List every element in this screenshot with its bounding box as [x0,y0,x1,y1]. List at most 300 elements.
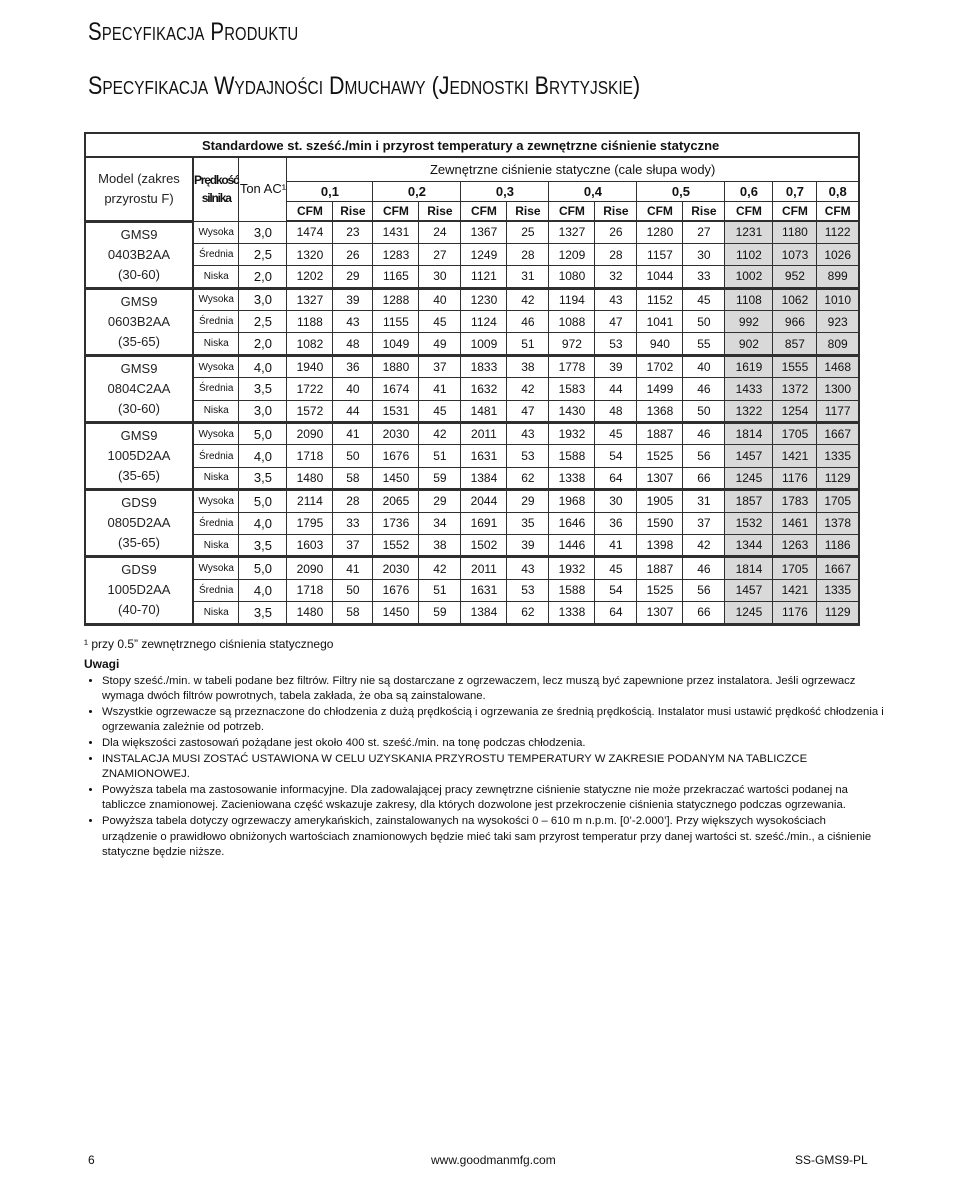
value-cell: 45 [595,557,637,579]
value-cell: 34 [419,512,461,534]
value-cell: 1041 [637,311,683,333]
value-cell: 1088 [549,311,595,333]
value-cell: 1322 [725,400,773,422]
value-cell: 1283 [373,243,419,265]
value-cell: 902 [725,333,773,355]
value-cell: 923 [817,311,859,333]
ton-cell: 2,5 [239,311,287,333]
value-cell: 66 [683,602,725,624]
value-cell: 1968 [549,490,595,512]
notes-title: Uwagi [84,657,120,671]
value-cell: 1905 [637,490,683,512]
value-cell: 1676 [373,579,419,601]
note-item: • INSTALACJA MUSI ZOSTAĆ USTAWIONA W CELU UZYSKANIA PRZYROSTU TEMPERATURY W ZAKRESIE PODANYM NA TABLICZCE ZNAMIONOWEJ. [102,752,884,783]
value-cell: 1152 [637,288,683,310]
value-cell: 41 [333,423,373,445]
value-cell: 1450 [373,602,419,624]
value-cell: 1619 [725,355,773,377]
value-cell: 45 [419,400,461,422]
value-cell: 1372 [773,378,817,400]
pressure-header: 0,4 [549,181,637,201]
value-cell: 1430 [549,400,595,422]
table-row [85,243,859,265]
table-row [85,221,859,243]
value-cell: 1108 [725,288,773,310]
value-cell: 1674 [373,378,419,400]
value-cell: 42 [683,534,725,556]
value-cell: 2030 [373,557,419,579]
value-cell: 1718 [287,445,333,467]
model-cell [85,557,193,624]
value-cell: 1176 [773,467,817,489]
value-cell: 1188 [287,311,333,333]
note-item: • Wszystkie ogrzewacze są przeznaczone do chłodzenia z dużą prędkością i ogrzewania ze średnią prędkością. Instalator musi ustawić prędkość chłodzenia i ogrzewania zależnie od potrzeb. [102,705,884,736]
value-cell: 45 [683,288,725,310]
header-row [85,157,859,181]
speed-cell: Wysoka [193,490,239,512]
value-cell: 36 [595,512,637,534]
value-cell: 27 [683,221,725,243]
speed-cell: Wysoka [193,355,239,377]
value-cell: 1646 [549,512,595,534]
value-cell: 1249 [461,243,507,265]
value-cell: 42 [507,288,549,310]
value-cell: 42 [419,557,461,579]
table-row [85,557,859,579]
value-cell: 2114 [287,490,333,512]
model-cell [85,221,193,288]
value-cell: 1129 [817,602,859,624]
value-cell: 1155 [373,311,419,333]
value-cell: 45 [419,311,461,333]
table-row [85,490,859,512]
pressure-header: 0,5 [637,181,725,201]
value-cell: 51 [419,445,461,467]
value-cell: 41 [595,534,637,556]
value-cell: 1481 [461,400,507,422]
value-cell: 1384 [461,602,507,624]
value-cell: 1245 [725,467,773,489]
value-cell: 45 [595,423,637,445]
value-cell: 46 [507,311,549,333]
value-cell: 857 [773,333,817,355]
website-link[interactable]: www.goodmanmfg.com [431,1153,556,1167]
value-cell: 1590 [637,512,683,534]
value-cell: 50 [683,311,725,333]
ton-cell: 5,0 [239,557,287,579]
speed-cell: Niska [193,467,239,489]
value-cell: 1631 [461,579,507,601]
value-cell: 1129 [817,467,859,489]
speed-column-header: Prędkość silnika [193,157,239,221]
value-cell: 1102 [725,243,773,265]
page-number: 6 [88,1153,95,1167]
value-cell: 62 [507,602,549,624]
model-line: GMS9 [120,226,158,242]
value-cell: 1552 [373,534,419,556]
value-cell: 35 [507,512,549,534]
table-row [85,445,859,467]
value-cell: 1705 [773,557,817,579]
value-cell: 50 [333,445,373,467]
value-cell: 1880 [373,355,419,377]
speed-cell: Niska [193,333,239,355]
model-column-header: Model (zakres przyrostu F) [85,157,193,221]
value-cell: 1572 [287,400,333,422]
speed-cell: Średnia [193,311,239,333]
value-cell: 31 [683,490,725,512]
value-cell: 44 [595,378,637,400]
ton-cell: 3,5 [239,378,287,400]
ton-cell: 2,5 [239,243,287,265]
note-item: • Dla większości zastosowań pożądane jest około 400 st. sześć./min. na tonę podczas chłodzenia. [102,736,884,752]
value-cell: 1245 [725,602,773,624]
value-cell: 1157 [637,243,683,265]
value-cell: 992 [725,311,773,333]
speed-cell: Niska [193,400,239,422]
model-cell [85,423,193,490]
ton-cell: 4,0 [239,445,287,467]
value-cell: 56 [683,445,725,467]
value-cell: 47 [595,311,637,333]
value-cell: 38 [419,534,461,556]
value-cell: 1230 [461,288,507,310]
value-cell: 1457 [725,445,773,467]
ton-cell: 4,0 [239,355,287,377]
value-cell: 36 [333,355,373,377]
value-cell: 58 [333,467,373,489]
value-cell: 1263 [773,534,817,556]
value-cell: 26 [333,243,373,265]
value-cell: 53 [507,445,549,467]
value-cell: 37 [333,534,373,556]
value-cell: 1044 [637,266,683,288]
value-cell: 30 [419,266,461,288]
value-cell: 53 [507,579,549,601]
table-row [85,423,859,445]
notes-list [84,674,884,861]
value-cell: 27 [419,243,461,265]
value-cell: 40 [333,378,373,400]
value-cell: 1049 [373,333,419,355]
value-cell: 2011 [461,423,507,445]
value-cell: 2090 [287,557,333,579]
value-cell: 1814 [725,557,773,579]
value-cell: 1632 [461,378,507,400]
value-cell: 1480 [287,467,333,489]
value-cell: 29 [333,266,373,288]
speed-cell: Niska [193,534,239,556]
value-cell: 46 [683,557,725,579]
speed-cell: Wysoka [193,557,239,579]
model-line: GMS9 [120,293,158,309]
sub-header: CFM [637,201,683,221]
sub-header: CFM [817,201,859,221]
model-line: 0805D2AA [107,515,171,531]
value-cell: 1887 [637,557,683,579]
value-cell: 1026 [817,243,859,265]
speed-cell: Średnia [193,579,239,601]
value-cell: 46 [683,423,725,445]
model-line: 1005D2AA [107,448,171,464]
value-cell: 2011 [461,557,507,579]
value-cell: 59 [419,467,461,489]
value-cell: 33 [333,512,373,534]
value-cell: 28 [333,490,373,512]
value-cell: 1288 [373,288,419,310]
document-code: SS-GMS9-PL [795,1153,868,1167]
value-cell: 1450 [373,467,419,489]
model-cell [85,355,193,422]
value-cell: 1202 [287,266,333,288]
table-row [85,266,859,288]
value-cell: 1531 [373,400,419,422]
model-line: (35-65) [118,535,160,551]
ton-cell: 3,0 [239,288,287,310]
value-cell: 40 [683,355,725,377]
value-cell: 1300 [817,378,859,400]
pressure-header: 0,2 [373,181,461,201]
value-cell: 1177 [817,400,859,422]
model-line: GMS9 [120,428,158,444]
table-row [85,512,859,534]
ton-cell: 3,0 [239,221,287,243]
value-cell: 25 [507,221,549,243]
value-cell: 940 [637,333,683,355]
value-cell: 1588 [549,445,595,467]
value-cell: 1062 [773,288,817,310]
table-row [85,467,859,489]
sub-header: CFM [461,201,507,221]
value-cell: 24 [419,221,461,243]
value-cell: 1457 [725,579,773,601]
speed-cell: Średnia [193,243,239,265]
model-line: (30-60) [118,266,160,282]
value-cell: 1367 [461,221,507,243]
value-cell: 1254 [773,400,817,422]
value-cell: 1165 [373,266,419,288]
table-row [85,333,859,355]
table-row [85,355,859,377]
value-cell: 2090 [287,423,333,445]
pressure-header: 0,1 [287,181,373,201]
value-cell: 28 [595,243,637,265]
value-cell: 1940 [287,355,333,377]
value-cell: 1583 [549,378,595,400]
value-cell: 43 [507,423,549,445]
speed-cell: Wysoka [193,221,239,243]
pressure-header: 0,8 [817,181,859,201]
value-cell: 44 [333,400,373,422]
value-cell: 1722 [287,378,333,400]
value-cell: 1320 [287,243,333,265]
value-cell: 1010 [817,288,859,310]
value-cell: 49 [419,333,461,355]
value-cell: 1073 [773,243,817,265]
sub-header: CFM [773,201,817,221]
section-title: Specyfikacja Wydajności Dmuchawy (Jednostki Brytyjskie) [88,72,641,100]
value-cell: 1932 [549,423,595,445]
value-cell: 42 [507,378,549,400]
value-cell: 1502 [461,534,507,556]
ton-cell: 5,0 [239,423,287,445]
table-row [85,378,859,400]
ton-cell: 3,5 [239,467,287,489]
speed-cell: Niska [193,602,239,624]
value-cell: 1335 [817,579,859,601]
value-cell: 50 [333,579,373,601]
value-cell: 1468 [817,355,859,377]
value-cell: 1307 [637,602,683,624]
sub-header: Rise [419,201,461,221]
table-caption: Standardowe st. sześć./min i przyrost temperatury a zewnętrzne ciśnienie statyczne [85,133,859,157]
sub-header: CFM [373,201,419,221]
speed-cell: Średnia [193,445,239,467]
note-item: • Powyższa tabela ma zastosowanie informacyjne. Dla zadowalającej pracy zewnętrzne ciśnienie statyczne nie może przekraczać wartości podanej na tabliczce znamionowej. Zacieniowana część wskazuje zakresy, dla których dozwolone jest przekroczenie ciśnienia statycznego podczas ogrzewania. [102,783,884,814]
value-cell: 1667 [817,557,859,579]
model-line: GDS9 [121,562,157,578]
value-cell: 43 [595,288,637,310]
speed-cell: Niska [193,266,239,288]
value-cell: 37 [419,355,461,377]
value-cell: 1499 [637,378,683,400]
value-cell: 1344 [725,534,773,556]
blower-performance-table [84,132,860,626]
value-cell: 1667 [817,423,859,445]
value-cell: 1002 [725,266,773,288]
value-cell: 53 [595,333,637,355]
model-line: 0403B2AA [107,246,171,262]
value-cell: 40 [419,288,461,310]
value-cell: 48 [595,400,637,422]
value-cell: 1122 [817,221,859,243]
pressure-header: 0,3 [461,181,549,201]
value-cell: 1932 [549,557,595,579]
model-line: (35-65) [118,468,160,484]
value-cell: 66 [683,467,725,489]
table-row [85,311,859,333]
speed-cell: Średnia [193,512,239,534]
value-cell: 1124 [461,311,507,333]
speed-cell: Średnia [193,378,239,400]
value-cell: 54 [595,445,637,467]
model-line: GDS9 [121,495,157,511]
sub-header: CFM [725,201,773,221]
value-cell: 1795 [287,512,333,534]
model-cell [85,288,193,355]
model-cell [85,490,193,557]
value-cell: 43 [507,557,549,579]
value-cell: 1474 [287,221,333,243]
ton-cell: 4,0 [239,579,287,601]
speed-cell: Wysoka [193,423,239,445]
page-title: Specyfikacja Produktu [88,18,299,46]
value-cell: 1327 [549,221,595,243]
value-cell: 32 [595,266,637,288]
value-cell: 1186 [817,534,859,556]
value-cell: 1121 [461,266,507,288]
ton-cell: 3,5 [239,534,287,556]
value-cell: 1857 [725,490,773,512]
pressure-group-header: Zewnętrzne ciśnienie statyczne (cale słupa wody) [287,157,859,181]
value-cell: 39 [507,534,549,556]
notes-section [84,657,884,861]
ton-cell: 2,0 [239,333,287,355]
value-cell: 38 [507,355,549,377]
value-cell: 43 [333,311,373,333]
value-cell: 47 [507,400,549,422]
value-cell: 1603 [287,534,333,556]
sub-header: Rise [595,201,637,221]
model-line: (35-65) [118,333,160,349]
value-cell: 62 [507,467,549,489]
value-cell: 1368 [637,400,683,422]
table-row [85,288,859,310]
model-line: 1005D2AA [107,582,171,598]
value-cell: 952 [773,266,817,288]
value-cell: 1307 [637,467,683,489]
value-cell: 23 [333,221,373,243]
value-cell: 1814 [725,423,773,445]
value-cell: 58 [333,602,373,624]
value-cell: 972 [549,333,595,355]
value-cell: 1778 [549,355,595,377]
value-cell: 1783 [773,490,817,512]
value-cell: 1446 [549,534,595,556]
value-cell: 2044 [461,490,507,512]
value-cell: 1532 [725,512,773,534]
value-cell: 1702 [637,355,683,377]
model-line: 0603B2AA [107,313,171,329]
value-cell: 30 [683,243,725,265]
value-cell: 1431 [373,221,419,243]
value-cell: 1705 [773,423,817,445]
sub-header: CFM [549,201,595,221]
value-cell: 39 [595,355,637,377]
value-cell: 809 [817,333,859,355]
sub-header: Rise [507,201,549,221]
value-cell: 1421 [773,445,817,467]
value-cell: 1555 [773,355,817,377]
table-row [85,579,859,601]
value-cell: 1676 [373,445,419,467]
value-cell: 50 [683,400,725,422]
value-cell: 26 [595,221,637,243]
value-cell: 966 [773,311,817,333]
value-cell: 1691 [461,512,507,534]
value-cell: 1384 [461,467,507,489]
blower-performance-table-container [84,132,860,626]
value-cell: 30 [595,490,637,512]
sub-header: Rise [333,201,373,221]
value-cell: 41 [333,557,373,579]
value-cell: 1209 [549,243,595,265]
ton-cell: 4,0 [239,512,287,534]
value-cell: 1180 [773,221,817,243]
value-cell: 51 [419,579,461,601]
value-cell: 39 [333,288,373,310]
value-cell: 1480 [287,602,333,624]
value-cell: 54 [595,579,637,601]
value-cell: 1080 [549,266,595,288]
value-cell: 1009 [461,333,507,355]
value-cell: 28 [507,243,549,265]
value-cell: 1280 [637,221,683,243]
value-cell: 29 [419,490,461,512]
sub-header: Rise [683,201,725,221]
value-cell: 1231 [725,221,773,243]
table-row [85,400,859,422]
